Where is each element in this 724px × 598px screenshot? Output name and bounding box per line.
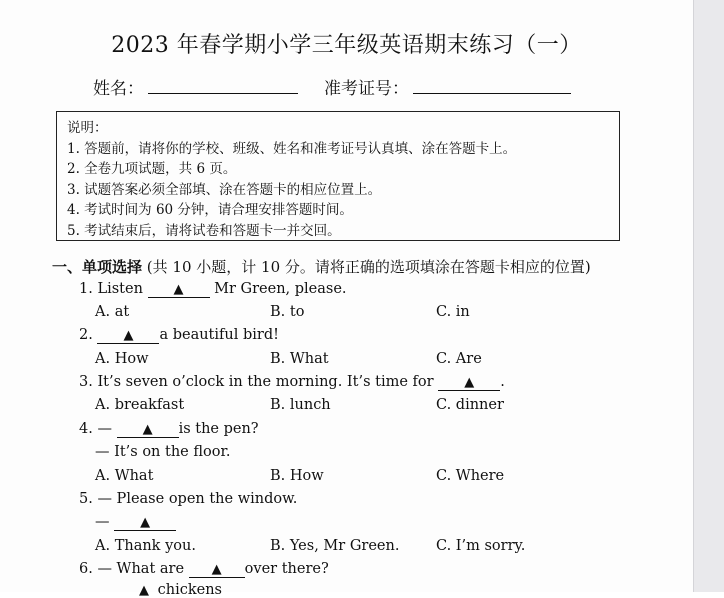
- name-blank[interactable]: [148, 77, 298, 94]
- section-title: 一、单项选择: [52, 258, 143, 276]
- option-b: B. Yes, Mr Green.: [270, 538, 400, 554]
- notice-heading: 说明：: [67, 120, 108, 136]
- question-6-partial: [135, 582, 222, 598]
- question-number: 3.: [79, 374, 93, 390]
- question-5: [79, 491, 297, 507]
- option-c: C. dinner: [436, 397, 504, 413]
- question-text: —: [95, 514, 115, 530]
- question-text: Listen: [97, 281, 148, 297]
- question-number: 1.: [79, 281, 93, 297]
- id-blank[interactable]: [413, 77, 571, 94]
- notice-box: [56, 111, 620, 241]
- option-a: A. breakfast: [95, 397, 185, 413]
- option-b: B. to: [270, 304, 305, 320]
- option-a: A. What: [95, 468, 154, 484]
- exam-title: 2023 年春学期小学三年级英语期末练习（一）: [111, 33, 582, 58]
- question-4-reply: — It’s on the floor.: [95, 444, 231, 460]
- answer-blank[interactable]: ▲: [189, 563, 245, 578]
- answer-blank[interactable]: ▲: [148, 283, 210, 298]
- option-c: C. in: [436, 304, 470, 320]
- option-a: A. at: [95, 304, 130, 320]
- option-b: B. What: [270, 351, 329, 367]
- option-c: C. I’m sorry.: [436, 538, 526, 554]
- question-text: Mr Green, please.: [209, 281, 347, 297]
- question-text: — Please open the window.: [97, 491, 298, 507]
- question-2: [79, 327, 279, 344]
- name-label: 姓名：: [93, 79, 144, 99]
- option-a: A. Thank you.: [95, 538, 196, 554]
- question-6: [79, 561, 329, 578]
- question-text: chickens: [157, 582, 222, 598]
- question-number: 4.: [79, 421, 93, 437]
- question-1: [79, 281, 347, 298]
- notice-item: 1. 答题前，请将你的学校、班级、姓名和准考证号认真填、涂在答题卡上。: [67, 140, 517, 157]
- answer-blank[interactable]: ▲: [97, 329, 159, 344]
- student-info-line: [93, 74, 571, 99]
- question-text: is the pen?: [178, 421, 259, 437]
- answer-blank[interactable]: ▲: [438, 376, 500, 391]
- answer-blank[interactable]: ▲: [114, 516, 176, 531]
- question-5-reply: [95, 514, 176, 531]
- notice-item: 3. 试题答案必须全部填、涂在答题卡的相应位置上。: [67, 181, 382, 198]
- notice-item: 5. 考试结束后，请将试卷和答题卡一并交回。: [67, 222, 341, 239]
- id-label: 准考证号：: [324, 79, 409, 99]
- question-3: [79, 374, 505, 391]
- question-text: —: [97, 421, 117, 437]
- option-c: C. Are: [436, 351, 482, 367]
- question-number: 5.: [79, 491, 93, 507]
- question-text: .: [500, 374, 505, 390]
- question-text: over there?: [244, 561, 329, 577]
- answer-blank[interactable]: ▲: [117, 423, 179, 438]
- section-heading: [52, 256, 591, 277]
- option-b: B. lunch: [270, 397, 331, 413]
- question-text: — What are: [97, 561, 189, 577]
- question-text: a beautiful bird!: [159, 327, 279, 343]
- question-4: [79, 421, 259, 438]
- notice-item: 2. 全卷九项试题，共 6 页。: [67, 161, 237, 177]
- answer-blank: ▲: [139, 583, 149, 598]
- section-instructions: (共 10 小题，计 10 分。请将正确的选项填涂在答题卡相应的位置): [146, 258, 591, 276]
- option-a: A. How: [95, 351, 149, 367]
- option-c: C. Where: [436, 468, 505, 484]
- question-number: 6.: [79, 561, 93, 577]
- question-number: 2.: [79, 327, 93, 343]
- viewer-gutter: [693, 0, 724, 592]
- question-text: It’s seven o’clock in the morning. It’s time for: [97, 374, 439, 390]
- notice-item: 4. 考试时间为 60 分钟，请合理安排答题时间。: [67, 202, 353, 218]
- option-b: B. How: [270, 468, 324, 484]
